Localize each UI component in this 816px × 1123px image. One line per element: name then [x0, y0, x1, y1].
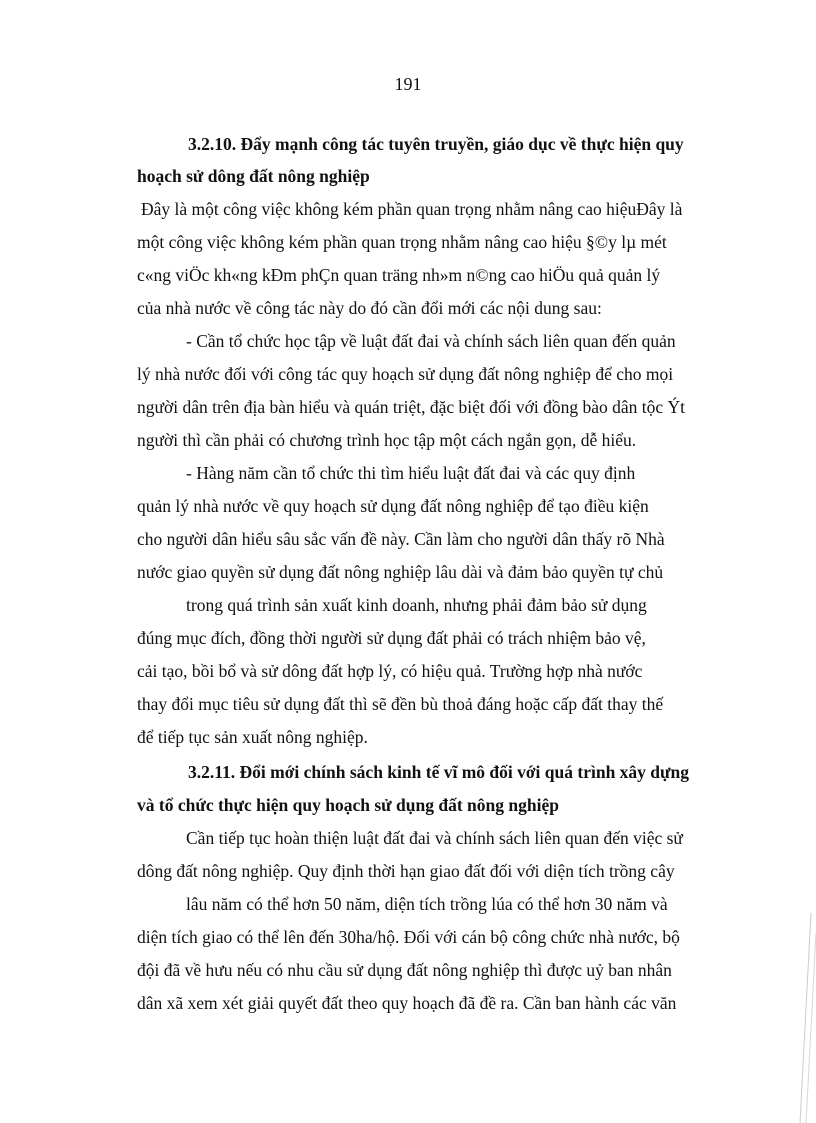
body-line: dông đất nông nghiệp. Quy định thời hạn giao đất đối với diện tích trồng cây	[137, 861, 675, 881]
body-line: một công việc không kém phần quan trọng nhằm nâng cao hiệu §©y lµ mét	[137, 232, 667, 252]
page-corner-decoration	[756, 913, 816, 1123]
body-line: Đây là một công việc không kém phần quan trọng nhằm nâng cao hiệuĐây là	[141, 199, 683, 219]
body-line: c«ng viÖc kh«ng kÐm phÇn quan träng nh»m n©ng cao hiÖu quả quản lý	[137, 265, 661, 285]
body-line: - Cần tổ chức học tập về luật đất đai và chính sách liên quan đến quản	[186, 331, 676, 351]
body-line: đúng mục đích, đồng thời người sử dụng đất phải có trách nhiệm bảo vệ,	[137, 628, 646, 648]
heading-3-2-11-line-1: 3.2.11. Đổi mới chính sách kinh tế vĩ mô đối với quá trình xây dựng	[188, 762, 690, 782]
body-line: người dân trên địa bàn hiểu và quán triệt, đặc biệt đối với đồng bào dân tộc Ýt	[137, 397, 685, 417]
heading-3-2-11-line-2: và tổ chức thực hiện quy hoạch sử dụng đất nông nghiệp	[137, 795, 559, 815]
heading-3-2-10-line-1: 3.2.10. Đẩy mạnh công tác tuyên truyền, giáo dục về thực hiện quy	[188, 134, 684, 154]
body-line: - Hàng năm cần tổ chức thi tìm hiểu luật đất đai và các quy định	[186, 463, 636, 483]
body-line: trong quá trình sản xuất kinh doanh, nhưng phải đảm bảo sử dụng	[186, 595, 647, 615]
body-line: Cần tiếp tục hoàn thiện luật đất đai và chính sách liên quan đến việc sử	[186, 828, 683, 848]
body-line: cho người dân hiểu sâu sắc vấn đề này. Cần làm cho người dân thấy rõ Nhà	[137, 529, 665, 549]
body-line: diện tích giao có thể lên đến 30ha/hộ. Đối với cán bộ công chức nhà nước, bộ	[137, 927, 680, 947]
body-line: nước giao quyền sử dụng đất nông nghiệp lâu dài và đảm bảo quyền tự chủ	[137, 562, 664, 582]
body-line: đội đã về hưu nếu có nhu cầu sử dụng đất nông nghiệp thì được uỷ ban nhân	[137, 960, 672, 980]
page-number: 191	[394, 74, 422, 94]
body-line: lý nhà nước đối với công tác quy hoạch sử dụng đất nông nghiệp để cho mọi	[137, 364, 674, 384]
body-line: quản lý nhà nước về quy hoạch sử dụng đất nông nghiệp để tạo điều kiện	[137, 496, 649, 516]
body-line: dân xã xem xét giải quyết đất theo quy hoạch đã đề ra. Cần ban hành các văn	[137, 993, 677, 1013]
body-line: để tiếp tục sản xuất nông nghiệp.	[137, 727, 368, 747]
body-line: của nhà nước về công tác này do đó cần đổi mới các nội dung sau:	[137, 298, 602, 318]
body-line: thay đổi mục tiêu sử dụng đất thì sẽ đền bù thoả đáng hoặc cấp đất thay thế	[137, 694, 664, 714]
body-line: lâu năm có thể hơn 50 năm, diện tích trồng lúa có thể hơn 30 năm và	[186, 894, 668, 914]
heading-3-2-10-line-2: hoạch sử dông đất nông nghiệp	[137, 166, 370, 186]
body-line: cải tạo, bồi bổ và sử dông đất hợp lý, có hiệu quả. Trường hợp nhà nước	[137, 661, 643, 681]
body-line: người thì cần phải có chương trình học tập một cách ngắn gọn, dễ hiểu.	[137, 430, 637, 450]
